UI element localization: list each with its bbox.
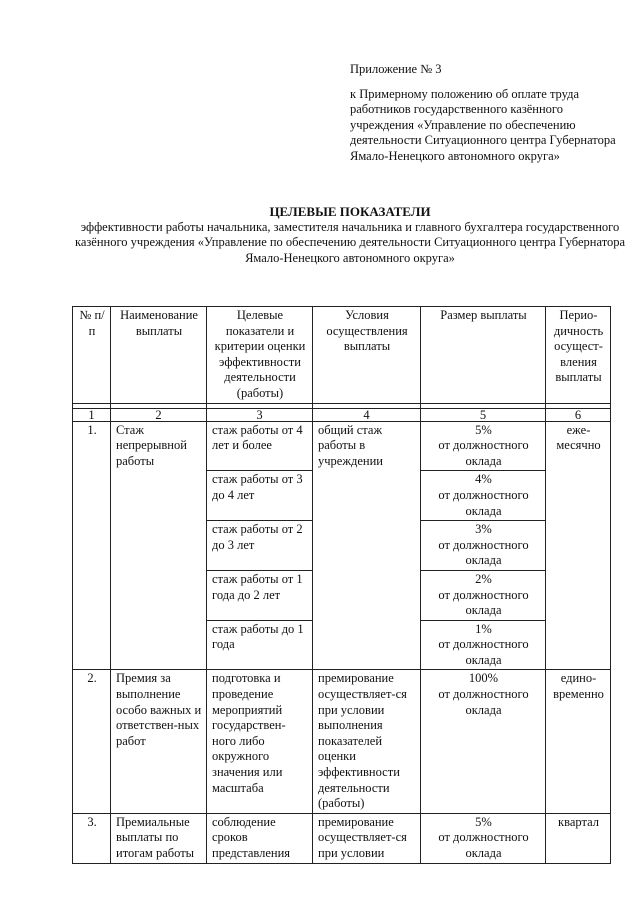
- column-number: 5: [421, 408, 546, 421]
- row-number: 3.: [73, 813, 111, 863]
- condition-cell: общий стаж работы в учреждении: [313, 421, 421, 670]
- header-amount: Размер выплаты: [421, 307, 546, 404]
- column-number: 1: [73, 408, 111, 421]
- payment-name: Стаж непрерывной работы: [111, 421, 207, 670]
- payment-name: Премиальные выплаты по итогам работы: [111, 813, 207, 863]
- amount-cell: [421, 570, 546, 620]
- amount-cell: [421, 421, 546, 471]
- criterion-cell: стаж работы от 2 до 3 лет: [207, 521, 313, 571]
- amount-value: 4%: [475, 472, 492, 487]
- appendix-number: Приложение № 3: [350, 62, 442, 76]
- column-number: 4: [313, 408, 421, 421]
- criterion-cell: стаж работы от 3 до 4 лет: [207, 471, 313, 521]
- amount-unit: от должностного оклада: [438, 830, 529, 860]
- column-number: 3: [207, 408, 313, 421]
- table-header-row: [73, 307, 611, 404]
- amount-value: 5%: [475, 814, 492, 829]
- header-periodicity: Перио-дичность осущест-вления выплаты: [546, 307, 611, 404]
- header-number: № п/п: [73, 307, 111, 404]
- table-row: [73, 421, 611, 471]
- column-number: 6: [546, 408, 611, 421]
- row-number: 2.: [73, 670, 111, 813]
- periodicity-cell: едино-временно: [546, 670, 611, 813]
- condition-cell: премирование осуществляет-ся при условии выполнения показателей оценки эффективности деятельности (работы): [313, 670, 421, 813]
- amount-cell: [421, 813, 546, 863]
- table-row: [73, 813, 611, 863]
- amount-value: 2%: [475, 571, 492, 586]
- table-row: [73, 670, 611, 813]
- header-payment-name: Наименование выплаты: [111, 307, 207, 404]
- criterion-cell: стаж работы от 1 года до 2 лет: [207, 570, 313, 620]
- amount-unit: от должностного оклада: [438, 587, 529, 618]
- criterion-cell: соблюдение сроков представления: [207, 813, 313, 863]
- amount-cell: [421, 471, 546, 521]
- amount-cell: [421, 620, 546, 670]
- criterion-cell: стаж работы от 4 лет и более: [207, 421, 313, 471]
- indicators-table: [72, 306, 611, 864]
- amount-value: 1%: [475, 621, 492, 636]
- amount-value: 5%: [475, 422, 492, 437]
- header-conditions: Условия осуществления выплаты: [313, 307, 421, 404]
- amount-unit: от должностного оклада: [438, 537, 529, 568]
- document-title: ЦЕЛЕВЫЕ ПОКАЗАТЕЛИ: [269, 204, 431, 219]
- periodicity-cell: еже-месячно: [546, 421, 611, 670]
- amount-cell: [421, 521, 546, 571]
- amount-unit: от должностного оклада: [438, 687, 529, 717]
- document-heading: [60, 204, 640, 266]
- criterion-cell: стаж работы до 1 года: [207, 620, 313, 670]
- row-number: 1.: [73, 421, 111, 670]
- payment-name: Премия за выполнение особо важных и ответствен-ных работ: [111, 670, 207, 813]
- column-number: 2: [111, 408, 207, 421]
- appendix-block: [350, 62, 620, 165]
- amount-value: 3%: [475, 522, 492, 537]
- amount-value: 100%: [468, 671, 499, 686]
- header-criteria: Целевые показатели и критерии оценки эффективности деятельности (работы): [207, 307, 313, 404]
- periodicity-cell: квартал: [546, 813, 611, 863]
- criterion-cell: подготовка и проведение мероприятий государствен-ного либо окружного значения или масштаба: [207, 670, 313, 813]
- document-subtitle: эффективности работы начальника, заместителя начальника и главного бухгалтера государственного казённого учреждения «Управление по обеспечению деятельности Ситуационного центра Губернатора Ямало-Ненецкого автономного округа»: [74, 219, 626, 265]
- amount-unit: от должностного оклада: [438, 487, 529, 518]
- amount-cell: [421, 670, 546, 813]
- appendix-text: к Примерному положению об оплате труда работников государственного казённого учреждения «Управление по обеспечению деятельности Ситуационного центра Губернатора Ямало-Ненецкого автономного округа»: [350, 86, 616, 163]
- condition-cell: премирование осуществляет-ся при условии: [313, 813, 421, 863]
- column-numbers-row: [73, 408, 611, 421]
- amount-unit: от должностного оклада: [438, 637, 529, 667]
- amount-unit: от должностного оклада: [438, 438, 529, 468]
